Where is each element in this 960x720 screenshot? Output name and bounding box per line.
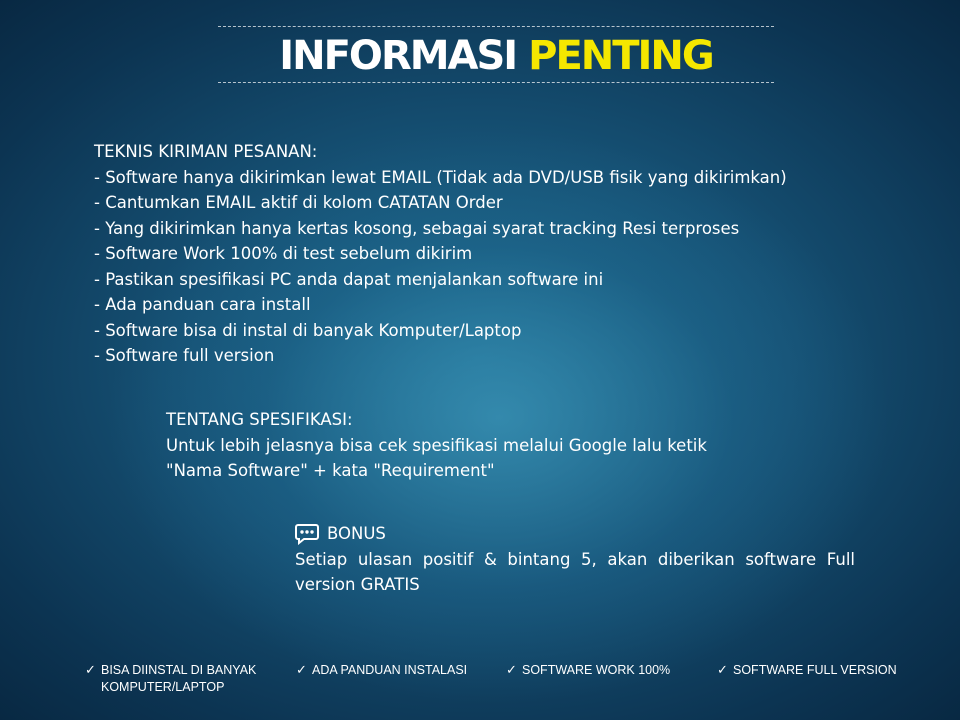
checkmark-icon: ✓: [296, 663, 307, 678]
bonus-heading: BONUS: [327, 524, 386, 543]
teknis-item: - Ada panduan cara install: [94, 295, 311, 314]
footer-feature: [717, 662, 927, 679]
title-white-part: INFORMASI: [279, 33, 517, 79]
footer-feature-label: SOFTWARE FULL VERSION: [733, 663, 897, 677]
teknis-item: - Pastikan spesifikasi PC anda dapat menjalankan software ini: [94, 269, 604, 289]
title-banner: [218, 22, 774, 84]
footer-feature-label: BISA DIINSTAL DI BANYAK KOMPUTER/LAPTOP: [101, 663, 257, 694]
footer-feature: [85, 662, 275, 696]
teknis-item: - Software bisa di instal di banyak Komputer/Laptop: [94, 320, 522, 340]
bonus-header: [295, 521, 855, 547]
chat-bubble-icon: [295, 523, 319, 545]
tentang-line: Untuk lebih jelasnya bisa cek spesifikasi melalui Google lalu ketik: [166, 435, 707, 455]
checkmark-icon: ✓: [717, 663, 728, 678]
bonus-text: Setiap ulasan positif & bintang 5, akan diberikan software Full version GRATIS: [295, 549, 855, 594]
footer-feature-label: ADA PANDUAN INSTALASI: [312, 663, 468, 677]
teknis-heading: TEKNIS KIRIMAN PESANAN:: [94, 142, 318, 161]
page-title: [218, 34, 774, 78]
teknis-item: - Yang dikirimkan hanya kertas kosong, sebagai syarat tracking Resi terproses: [94, 218, 740, 238]
teknis-item: - Software Work 100% di test sebelum dikirim: [94, 244, 473, 263]
title-yellow-part: PENTING: [528, 33, 713, 79]
tentang-heading: TENTANG SPESIFIKASI:: [166, 410, 353, 429]
bonus-section: [295, 521, 855, 598]
footer-feature-label: SOFTWARE WORK 100%: [522, 663, 671, 677]
footer-feature: [506, 662, 696, 679]
checkmark-icon: ✓: [85, 663, 96, 678]
teknis-kiriman-section: [94, 139, 854, 369]
teknis-item: - Software hanya dikirimkan lewat EMAIL (Tidak ada DVD/USB fisik yang dikirimkan): [94, 167, 787, 187]
teknis-item: - Software full version: [94, 346, 275, 365]
banner-bottom-dashed-line: [218, 82, 774, 83]
teknis-item: - Cantumkan EMAIL aktif di kolom CATATAN Order: [94, 193, 503, 212]
tentang-spesifikasi-section: [166, 407, 806, 484]
banner-top-dashed-line: [218, 26, 774, 27]
checkmark-icon: ✓: [506, 663, 517, 678]
footer-feature: [296, 662, 486, 679]
tentang-line: "Nama Software" + kata "Requirement": [166, 461, 495, 480]
